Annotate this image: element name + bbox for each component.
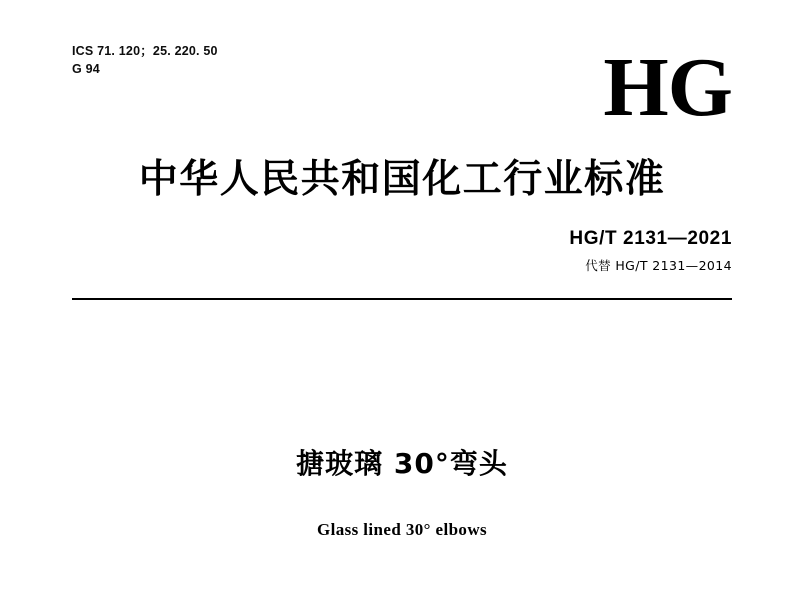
- standard-number: HG/T 2131—2021: [569, 228, 732, 249]
- document-title-chinese: 搪玻璃 30°弯头: [296, 447, 508, 480]
- replaces-note: 代替 HG/T 2131—2014: [585, 258, 732, 273]
- ccs-code: G 94: [72, 62, 100, 77]
- hg-logo: HG: [603, 41, 732, 134]
- ics-code: ICS 71. 120；25. 220. 50: [72, 44, 218, 58]
- document-title-english: Glass lined 30° elbows: [316, 520, 488, 539]
- standard-number-block: [569, 228, 732, 274]
- classification-block: [72, 42, 218, 78]
- standard-body-title: 中华人民共和国化工行业标准: [138, 157, 666, 202]
- header-divider: [72, 298, 732, 300]
